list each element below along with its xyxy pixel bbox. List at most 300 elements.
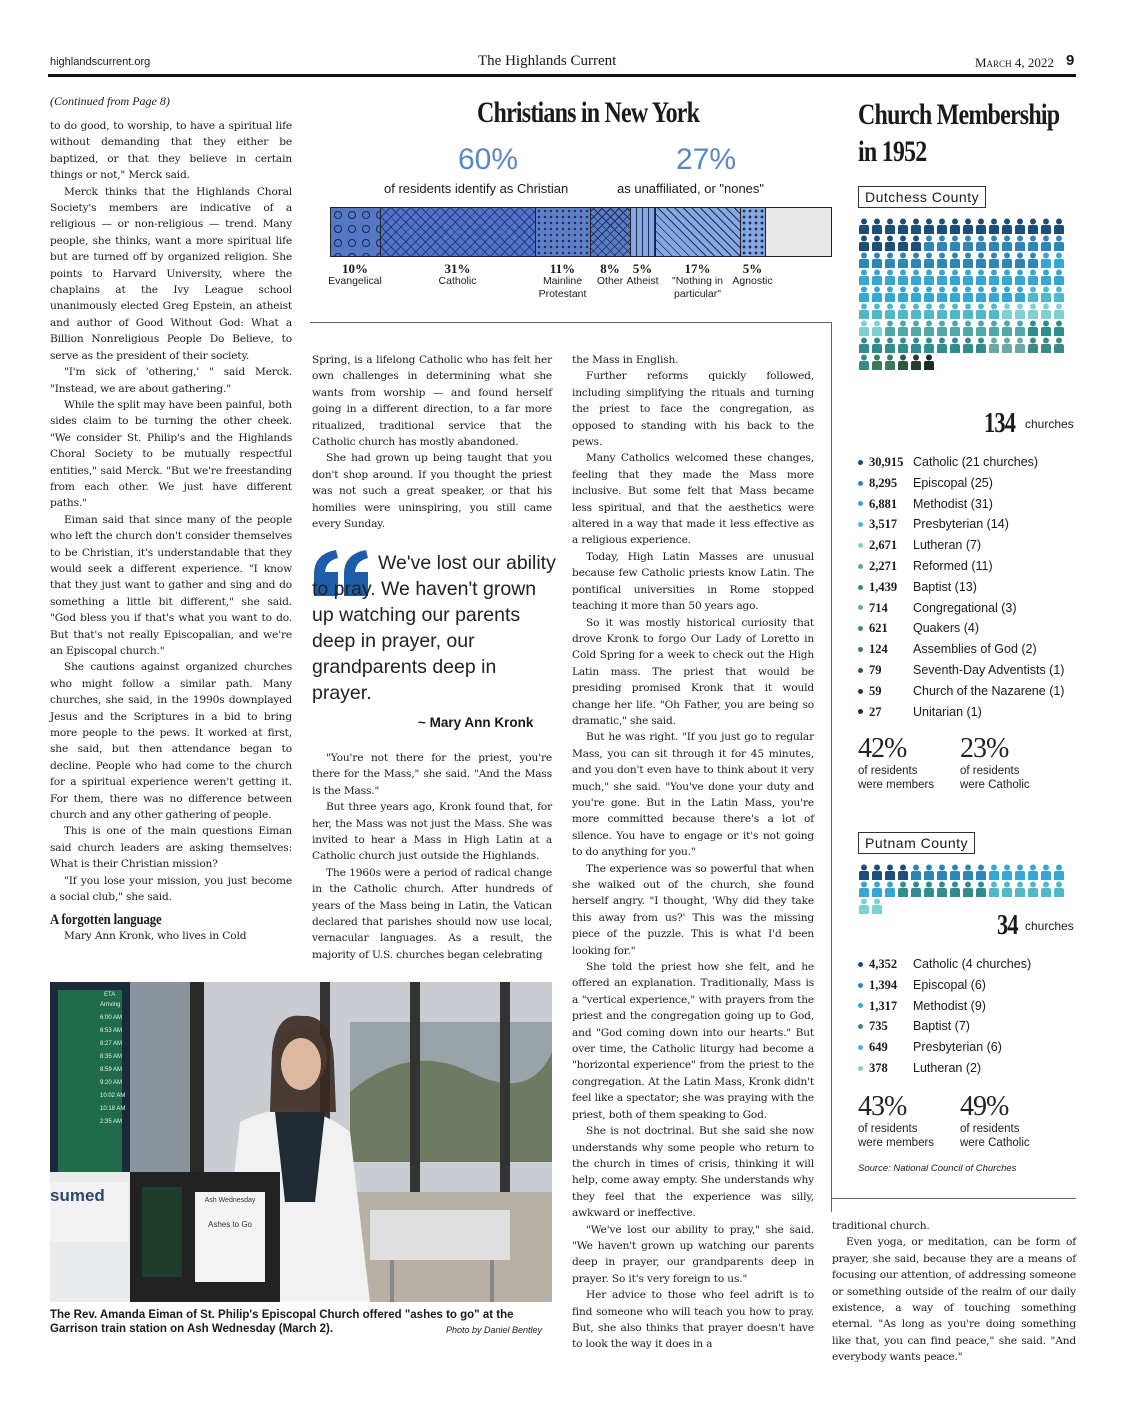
church-icon (988, 286, 1000, 302)
church-icon (936, 320, 948, 336)
membership-row (858, 660, 1064, 681)
member-count: 1,317 (869, 998, 898, 1013)
church-icon (988, 269, 1000, 285)
church-icon (1027, 881, 1039, 897)
membership-row (858, 702, 1064, 723)
church-icon (1053, 881, 1065, 897)
paragraph: She told the priest how she felt, and he offered an explanation. Traditionally, Mass is a "vertical experience," with prayers from the priest and the congregation going up to God, and "God coming down into our hearts." But over time, the Catholic liturgy had become a "horizontal experience" from the priest to the congregation. At the Latin Mass, Kronk didn't feel like a spectator; she was praying with the priest, both of them speaking to God. (572, 961, 814, 1121)
paper-name: The Highlands Current (478, 53, 617, 69)
bullet-dot-icon (858, 564, 863, 569)
denomination-label: Lutheran (2) (913, 1060, 982, 1075)
bullet-dot-icon (858, 585, 863, 590)
church-icon (949, 252, 961, 268)
church-icon (1040, 320, 1052, 336)
church-icon (1053, 864, 1065, 880)
paragraph: Even yoga, or meditation, can be form of prayer, she said, because they are a means of focusing our attention, of addressing someone or something outside of the realm of our daily existence, a way of touching something eternal. "As long as you're doing something like that, you can find peace," she said. "And everybody wants peace." (832, 1236, 1076, 1364)
church-icon (975, 320, 987, 336)
church-icon (910, 337, 922, 353)
putnam-membership-list (858, 954, 1031, 1079)
church-icon (884, 286, 896, 302)
paragraph: "We've lost our ability to pray," she said. "We haven't grown up watching our parents deep in prayer, our grandparents deep in prayer. So it's very foreign to us." (572, 1223, 814, 1285)
member-count: 4,352 (869, 957, 898, 971)
church-icon (962, 303, 974, 319)
bar-segment (381, 208, 536, 256)
pull-quote-attribution: ~ Mary Ann Kronk (418, 715, 534, 730)
member-count: 3,517 (869, 517, 898, 532)
religion-stacked-bar (330, 207, 832, 257)
church-icon (936, 218, 948, 234)
bar-segment (741, 208, 766, 256)
bar-segment (656, 208, 741, 256)
church-icon (884, 252, 896, 268)
church-icon (871, 881, 883, 897)
membership-row (858, 681, 1064, 702)
column-2-continued (312, 750, 552, 963)
church-icon (884, 320, 896, 336)
membership-row (858, 1016, 1031, 1037)
member-count: 1,439 (869, 579, 898, 594)
church-icon (871, 235, 883, 251)
screen-row: 8:27 AM (100, 1041, 123, 1047)
church-icon (949, 235, 961, 251)
putnam-church-count-label: churches (1025, 919, 1074, 933)
segment-name: Atheist (626, 275, 659, 287)
paragraph: The 1960s were a period of radical change in the Catholic church. After hundreds of years of the Mass being in Latin, the Vatican declared that parishes should now use local, vernacular languages. As a result, the majority of U.S. churches began celebrating (312, 866, 552, 961)
church-icon (1014, 218, 1026, 234)
column-4 (832, 1218, 1076, 1366)
church-icon (910, 235, 922, 251)
church-icon (962, 286, 974, 302)
church-icon (1053, 303, 1065, 319)
segment-label (715, 262, 791, 288)
screen-row: 10:18 AM (100, 1106, 126, 1112)
church-icon (1053, 337, 1065, 353)
denomination-label: Methodist (9) (913, 998, 986, 1013)
church-icon (923, 269, 935, 285)
denomination-label: Lutheran (7) (913, 538, 982, 553)
dutchess-church-count: 134 (984, 408, 1016, 439)
church-icon (988, 218, 1000, 234)
paragraph: Spring, is a lifelong Catholic who has felt her own challenges in determining what she wants from worship — and found herself going in a different direction, to a far more ritualized, traditional service that the Catholic church has mostly abandoned. (312, 354, 552, 449)
church-icon (1014, 286, 1026, 302)
segment-label (317, 262, 393, 288)
member-count: 735 (869, 1019, 888, 1034)
church-icon (858, 269, 870, 285)
bullet-dot-icon (858, 460, 863, 465)
screen-row: 10:02 AM (100, 1093, 126, 1099)
church-icon (923, 286, 935, 302)
dutchess-church-count-label: churches (1025, 417, 1074, 431)
church-icon (897, 881, 909, 897)
paragraph: Merck thinks that the Highlands Choral Society's members are indicative of a religious — or non-religious — trend. Many people, she thinks, want a more spiritual life but are turned off by organized religion. She points to Harvard University, where the chaplains at the Ivy League school unanimously elected Greg Epstein, an atheist and author of Good Without God: What a Billion Nonreligious People Do Believe, to serve as the president of their society. (50, 185, 292, 362)
church-icon (858, 337, 870, 353)
church-icon (949, 864, 961, 880)
church-icon (1001, 881, 1013, 897)
church-icon (949, 286, 961, 302)
church-icon (897, 303, 909, 319)
paragraph: Today, High Latin Masses are unusual because few Catholic priests know Latin. The pontifical universities in Rome stopped teaching it more than 50 years ago. (572, 550, 814, 613)
denomination-label: Episcopal (6) (913, 977, 986, 992)
member-count: 1,394 (869, 977, 898, 992)
paragraph: This is one of the main questions Eiman said church leaders are asking themselves: What is their Christian mission? (50, 825, 292, 871)
church-icon (871, 864, 883, 880)
church-icon (975, 252, 987, 268)
bullet-dot-icon (858, 983, 863, 988)
church-icon (1027, 252, 1039, 268)
membership-row (858, 535, 1064, 556)
paragraph: While the split may have been painful, both sides claim to be turning the other cheek. "We consider St. Philip's and the Highlands Choral Society to be mutually respectful entities," said Merck. "But we're freestanding from each other. We just have different paths." (50, 398, 292, 510)
segment-name: Other (596, 275, 624, 287)
church-icon (884, 269, 896, 285)
church-icon (910, 218, 922, 234)
paragraph: She had grown up being taught that you don't shop around. If you thought the priest was not such a great speaker, or that his homilies were uninspiring, you still came every Sunday. (312, 452, 552, 531)
church-icon (897, 252, 909, 268)
issue-date: March 4, 2022 (975, 55, 1054, 70)
pct-value: 49% (960, 1091, 1009, 1122)
church-icon (1040, 337, 1052, 353)
paragraph: But he was right. "If you just go to regular Mass, you can sit through it for 45 minutes, and you don't even have to think about it very much," she said. "You've done your duty and you're gone. But in the Latin Mass, you're more committed because there's a lot of silence. You have to engage or it's not going to do anything for you." (572, 731, 814, 859)
church-icon (1040, 303, 1052, 319)
church-icon (897, 320, 909, 336)
church-icon (897, 864, 909, 880)
segment-pct: 8% (600, 261, 620, 276)
church-icon (1053, 286, 1065, 302)
church-icon (1027, 303, 1039, 319)
photo-banner-text: sumed (50, 1186, 105, 1205)
church-icon (858, 303, 870, 319)
church-icon (1014, 303, 1026, 319)
photo-scene (50, 982, 552, 1302)
source-note: Source: National Council of Churches (858, 1163, 1017, 1174)
membership-row (858, 514, 1064, 535)
church-icon (884, 354, 896, 370)
bullet-dot-icon (858, 647, 863, 652)
church-icon (910, 286, 922, 302)
photo-screen-label: ETA (104, 992, 116, 998)
church-icon (871, 320, 883, 336)
membership-row (858, 639, 1064, 660)
church-icon (884, 235, 896, 251)
bullet-dot-icon (858, 1003, 863, 1008)
screen-row: 8:35 AM (100, 1054, 123, 1060)
church-icon (962, 337, 974, 353)
church-icon (1053, 218, 1065, 234)
paragraph: "You're not there for the priest, you're there for the Mass," she said. "And the Mass is the Mass." (312, 752, 552, 797)
paragraph: traditional church. (832, 1220, 930, 1232)
column-2 (312, 352, 552, 532)
church-icon (871, 252, 883, 268)
church-icon (949, 269, 961, 285)
denomination-label: Seventh-Day Adventists (1) (913, 662, 1065, 677)
denomination-label: Episcopal (25) (913, 475, 993, 490)
denomination-label: Church of the Nazarene (1) (913, 683, 1065, 698)
dutchess-members-pct: 42% of residents were members (858, 733, 935, 791)
bullet-dot-icon (858, 689, 863, 694)
church-icon (923, 320, 935, 336)
membership-row (858, 954, 1031, 975)
stat-nones-value: 27% (676, 143, 737, 176)
church-icon (897, 354, 909, 370)
bar-segment (331, 208, 381, 256)
member-count: 30,915 (869, 455, 904, 469)
church-icon (923, 337, 935, 353)
paragraph: the Mass in English. (572, 354, 679, 366)
church-icon (1040, 881, 1052, 897)
member-count: 2,271 (869, 558, 898, 573)
church-icon (975, 303, 987, 319)
church-icon (923, 303, 935, 319)
paragraph: The experience was so powerful that when she walked out of the church, she found herself angry. "I thought, 'Why did they take this away from us?' This was the missing piece of the puzzle. This is what I'd been looking for." (572, 862, 814, 957)
bullet-dot-icon (858, 1024, 863, 1029)
member-count: 79 (869, 662, 882, 677)
paragraph: to do good, to worship, to have a spiritual life without demanding that they either be baptized, or that they believe in certain things or not," Merck said. (50, 120, 292, 182)
photo-caption: The Rev. Amanda Eiman of St. Philip's Episcopal Church offered "ashes to go" at the Garrison train station on Ash Wednesday (March 2). (50, 1309, 514, 1335)
paragraph: Eiman said that since many of the people who left the church don't consider themselves to be Christian, it's understandable that they would seek a different experience. "I know that they just want to gather and sing and do something a little bit different," she said. "God bless you if that's what you want to do. But that's not really Episcopalian, and we're an Episcopal church." (50, 513, 292, 657)
church-icon (897, 218, 909, 234)
paragraph: Many Catholics welcomed these changes, feeling that they made the Mass more inclusive. But some felt that Mass became less spiritual, and that the aesthetics were altered in a way that made it less effective as a religious experience. (572, 452, 814, 547)
church-icon (988, 252, 1000, 268)
membership-row (858, 1058, 1031, 1079)
church-icon (1001, 252, 1013, 268)
bar-segment (631, 208, 656, 256)
denomination-label: Methodist (31) (913, 496, 993, 511)
church-icon (910, 269, 922, 285)
dutchess-catholic-pct: 23% of residents were Catholic (960, 733, 1030, 791)
screen-row: 9:20 AM (100, 1080, 123, 1086)
denomination-label: Assemblies of God (2) (913, 642, 1037, 657)
column-1 (50, 118, 292, 944)
pull-quote: We've lost our ability to pray. We haven't grown up watching our parents deep in prayer, our grandparents deep in prayer. (312, 552, 556, 704)
stat-christian-label: of residents identify as Christian (384, 181, 569, 196)
paragraph: "If you lose your mission, you just become a social club," she said. (50, 874, 292, 904)
church-icon (1040, 235, 1052, 251)
photo-sign-line2: Ashes to Go (207, 1220, 253, 1229)
church-icon (871, 218, 883, 234)
bullet-dot-icon (858, 522, 863, 527)
church-icon (1001, 235, 1013, 251)
church-icon (975, 881, 987, 897)
bullet-dot-icon (858, 668, 863, 673)
pct-value: 43% (858, 1091, 907, 1122)
church-icon (975, 235, 987, 251)
bullet-dot-icon (858, 605, 863, 610)
site-url[interactable]: highlandscurrent.org (50, 56, 151, 68)
church-icon (1001, 218, 1013, 234)
church-icon (1053, 235, 1065, 251)
denomination-label: Reformed (11) (913, 558, 993, 573)
church-icon (949, 303, 961, 319)
paragraph: But three years ago, Kronk found that, for her, the Mass was not just the Mass. She was invited to hear a Mass in High Latin at a Catholic church just outside the Highlands. (312, 801, 552, 863)
bullet-dot-icon (858, 481, 863, 486)
church-icon (923, 252, 935, 268)
bullet-dot-icon (858, 1066, 863, 1071)
church-icon (1053, 320, 1065, 336)
infographic-title: Christians in New York (477, 96, 700, 129)
church-icon (1040, 252, 1052, 268)
church-icon (936, 286, 948, 302)
denomination-label: Presbyterian (6) (913, 1040, 1002, 1055)
screen-row: 2:35 AM (100, 1119, 123, 1125)
church-icon (988, 320, 1000, 336)
church-icon (936, 252, 948, 268)
church-icon (949, 337, 961, 353)
member-count: 8,295 (869, 475, 898, 490)
bullet-dot-icon (858, 543, 863, 548)
church-icon (884, 881, 896, 897)
member-count: 124 (869, 642, 888, 657)
column-3 (572, 352, 814, 1353)
church-icon (910, 354, 922, 370)
segment-name: "Nothing in particular" (671, 275, 723, 300)
stat-christian-value: 60% (458, 143, 519, 176)
church-icon (1027, 235, 1039, 251)
photo-sign-line1: Ash Wednesday (204, 1197, 256, 1204)
membership-row (858, 556, 1064, 577)
church-icon (1027, 218, 1039, 234)
church-icon (858, 286, 870, 302)
putnam-church-count: 34 (997, 910, 1018, 941)
church-icon (910, 320, 922, 336)
putnam-members-pct: 43% of residents were members (858, 1091, 935, 1149)
church-icon (936, 881, 948, 897)
screen-row: 6:53 AM (100, 1028, 123, 1034)
church-icon (871, 337, 883, 353)
church-icon (975, 286, 987, 302)
paragraph: Her advice to those who feel adrift is to find someone who will teach you how to pray. But, she also thinks that prayer doesn't have to look the way it does in a (572, 1289, 814, 1351)
church-icon (936, 303, 948, 319)
church-icon (858, 235, 870, 251)
member-count: 378 (869, 1060, 888, 1075)
church-icon (884, 303, 896, 319)
church-icon (1014, 235, 1026, 251)
pct-value: 42% (858, 733, 907, 764)
church-icon (858, 218, 870, 234)
church-icon (988, 864, 1000, 880)
church-icon (923, 354, 935, 370)
church-icon (1014, 320, 1026, 336)
church-icon (962, 252, 974, 268)
bar-segment (536, 208, 591, 256)
church-icon (1040, 286, 1052, 302)
church-icon (1001, 320, 1013, 336)
church-icon (897, 235, 909, 251)
church-icon (949, 320, 961, 336)
church-icon (897, 269, 909, 285)
church-icon (910, 881, 922, 897)
church-icon (988, 337, 1000, 353)
church-icon (871, 898, 883, 914)
church-icon (1053, 252, 1065, 268)
paragraph: "I'm sick of 'othering,' " said Merck. "Instead, we are about gathering." (50, 366, 292, 395)
segment-name: Catholic (438, 275, 477, 287)
member-count: 2,671 (869, 538, 898, 553)
segment-name: Agnostic (732, 275, 773, 287)
subhead: A forgotten language (50, 911, 162, 928)
membership-row (858, 598, 1064, 619)
denomination-label: Presbyterian (14) (913, 517, 1009, 532)
church-icon (923, 218, 935, 234)
membership-row (858, 996, 1031, 1017)
church-icon (858, 252, 870, 268)
membership-row (858, 577, 1064, 598)
church-icon (975, 337, 987, 353)
church-icon (910, 303, 922, 319)
church-icon (1040, 864, 1052, 880)
segment-pct: 5% (742, 261, 763, 276)
photo-credit: Photo by Daniel Bentley (446, 1325, 543, 1335)
denomination-label: Congregational (3) (913, 600, 1017, 615)
paragraph: Further reforms quickly followed, including simplifying the rituals and turning the priest to face the congregation, as opposed to standing with his back to the pews. (572, 370, 814, 449)
church-icon (923, 864, 935, 880)
membership-title-line1: Church Membership (858, 98, 1060, 131)
putnam-county-label: Putnam County (858, 832, 975, 854)
bullet-dot-icon (858, 1045, 863, 1050)
paragraph: She cautions against organized churches who might follow a similar path. Many churches, she said, in the 1990s downplayed Jesus and the Scriptures in a bid to bring more people to the pews. It worked at first, she said, but then attendance began to decline. People who had come to the church for a spiritual experience weren't getting it. For them, there was no difference between church and any other gathering of people. (50, 661, 292, 822)
paragraph: She is not doctrinal. But she said she now understands why some people who return to the church in times of crisis, thinking it will help, come away empty. She understands why they feel that the experience was silly, awkward or ineffective. (572, 1125, 814, 1220)
member-count: 649 (869, 1040, 888, 1055)
bullet-dot-icon (858, 709, 863, 714)
church-icon (871, 269, 883, 285)
church-icon (1027, 337, 1039, 353)
paragraph: So it was mostly historical curiosity that drove Kronk to forgo Our Lady of Loretto in Cold Spring for a week to check out the High Latin mass. The priest that would be presiding promised Kronk that it would change her life. "Oh Father, you are being so dramatic," she said. (572, 616, 814, 727)
church-icon (871, 354, 883, 370)
continued-note: (Continued from Page 8) (50, 94, 170, 108)
church-icon (1001, 269, 1013, 285)
church-icon (1014, 881, 1026, 897)
church-icon (897, 286, 909, 302)
member-count: 714 (869, 600, 888, 615)
page-number: 9 (1066, 52, 1075, 69)
segment-pct: 11% (549, 261, 576, 276)
denomination-label: Catholic (21 churches) (913, 455, 1039, 469)
member-count: 59 (869, 683, 882, 698)
screen-row: 8:59 AM (100, 1067, 123, 1073)
church-icon (962, 218, 974, 234)
church-icon (1001, 864, 1013, 880)
membership-row (858, 494, 1064, 515)
church-icon (897, 337, 909, 353)
church-icon (858, 320, 870, 336)
segment-pct: 31% (444, 261, 471, 276)
church-icon (988, 303, 1000, 319)
church-icon (936, 337, 948, 353)
segment-name: Mainline Protestant (538, 275, 587, 300)
church-icon (988, 235, 1000, 251)
pct-value: 23% (960, 733, 1009, 764)
bullet-dot-icon (858, 962, 863, 967)
denomination-label: Quakers (4) (913, 621, 979, 636)
church-icon (884, 218, 896, 234)
church-icon (949, 218, 961, 234)
church-icon (962, 881, 974, 897)
membership-title-line2: in 1952 (858, 135, 927, 168)
putnam-catholic-pct: 49% of residents were Catholic (960, 1091, 1030, 1149)
church-icon (1014, 269, 1026, 285)
denomination-label: Baptist (7) (913, 1019, 970, 1034)
church-icon (1027, 286, 1039, 302)
church-icon (975, 269, 987, 285)
church-icon (962, 235, 974, 251)
segment-label (420, 262, 496, 288)
church-icon (1027, 269, 1039, 285)
church-icon (975, 864, 987, 880)
infographic-side-rule (831, 322, 832, 1212)
church-icon (936, 269, 948, 285)
member-count: 621 (869, 621, 888, 636)
church-icon (936, 235, 948, 251)
church-icon (962, 864, 974, 880)
church-icon (871, 303, 883, 319)
